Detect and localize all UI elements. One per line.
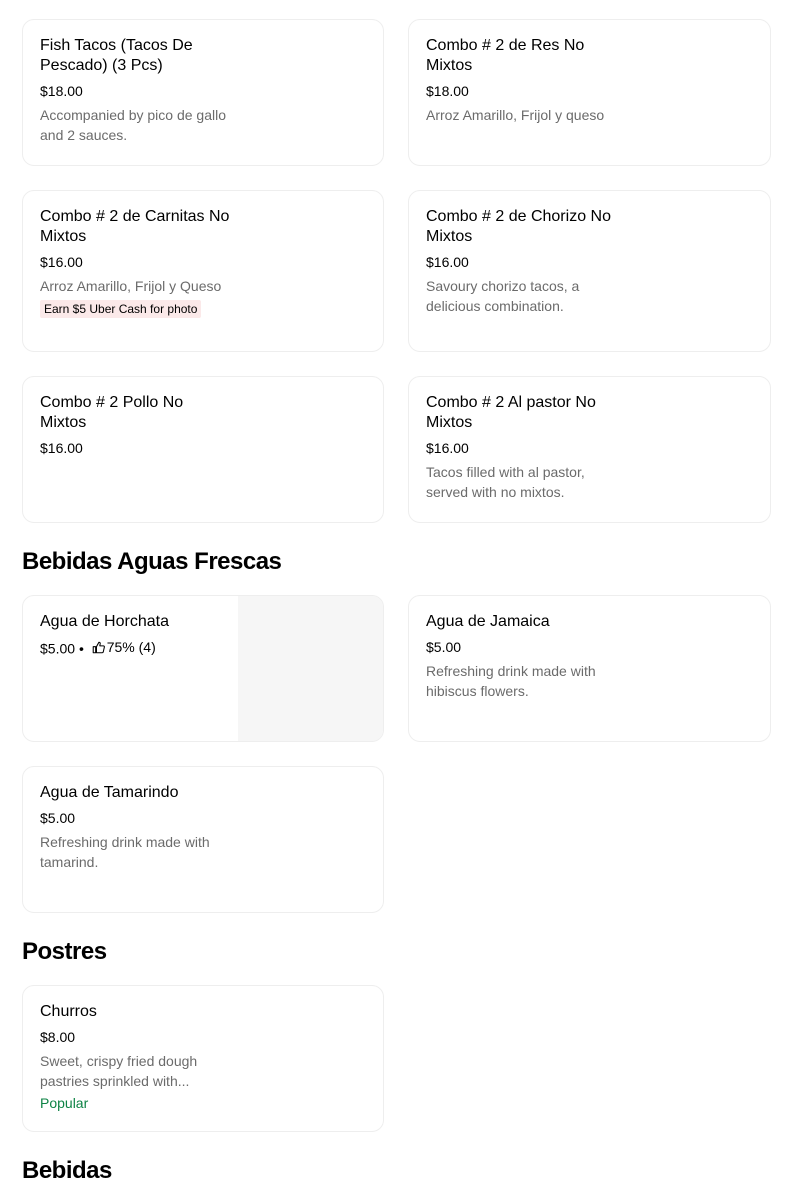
rating-value: 75% (4)	[106, 639, 156, 655]
item-details	[426, 612, 616, 701]
menu-item-combo-carnitas[interactable]	[22, 190, 384, 352]
item-price: $16.00	[426, 254, 469, 270]
popular-tag: Popular	[40, 1095, 89, 1111]
item-description: Sweet, crispy fried dough pastries sprinkled with...	[40, 1053, 198, 1089]
menu-item-fish-tacos[interactable]	[22, 19, 384, 166]
item-description: Tacos filled with al pastor, served with no mixtos.	[426, 464, 585, 500]
item-price: $8.00	[40, 1029, 76, 1045]
item-price: $16.00	[40, 254, 83, 270]
item-details	[40, 207, 230, 318]
item-rating	[88, 637, 156, 657]
item-name: Combo # 2 Al pastor No Mixtos	[426, 394, 596, 431]
menu-item-combo-chorizo[interactable]	[408, 190, 771, 352]
uber-cash-badge: Earn $5 Uber Cash for photo	[40, 300, 201, 318]
item-details	[40, 393, 230, 458]
item-description: Arroz Amarillo, Frijol y Queso	[40, 278, 222, 294]
item-description: Arroz Amarillo, Frijol y queso	[426, 107, 605, 123]
item-price: $16.00	[40, 440, 83, 456]
separator: •	[78, 640, 84, 657]
item-details	[40, 783, 230, 872]
menu-item-combo-res[interactable]	[408, 19, 771, 166]
menu-item-horchata[interactable]	[22, 595, 384, 742]
menu-item-combo-pollo[interactable]	[22, 376, 384, 523]
thumbs-up-icon	[92, 641, 105, 654]
item-price: $5.00	[40, 640, 76, 657]
item-details	[426, 207, 616, 316]
item-name: Combo # 2 de Carnitas No Mixtos	[40, 208, 230, 245]
item-name: Agua de Horchata	[40, 613, 169, 630]
item-price: $18.00	[40, 83, 83, 99]
section-title-bebidas: Bebidas	[22, 1157, 112, 1184]
menu-item-combo-pastor[interactable]	[408, 376, 771, 523]
item-details	[40, 1002, 230, 1113]
item-description: Refreshing drink made with tamarind.	[40, 834, 210, 870]
item-price: $16.00	[426, 440, 469, 456]
section-title-bebidas-aguas-frescas: Bebidas Aguas Frescas	[22, 548, 282, 575]
item-name: Combo # 2 de Chorizo No Mixtos	[426, 208, 611, 245]
item-details	[40, 612, 230, 659]
item-price: $18.00	[426, 83, 469, 99]
menu-item-churros[interactable]	[22, 985, 384, 1132]
item-image	[238, 596, 383, 741]
item-name: Combo # 2 Pollo No Mixtos	[40, 394, 184, 431]
menu-item-tamarindo[interactable]	[22, 766, 384, 913]
item-details	[40, 36, 230, 145]
item-price: $5.00	[426, 639, 462, 655]
menu-item-jamaica[interactable]	[408, 595, 771, 742]
item-name: Combo # 2 de Res No Mixtos	[426, 37, 585, 74]
section-title-postres: Postres	[22, 938, 107, 965]
item-price-rating	[40, 637, 230, 659]
item-description: Refreshing drink made with hibiscus flowers.	[426, 663, 596, 699]
item-name: Fish Tacos (Tacos De Pescado) (3 Pcs)	[40, 37, 193, 74]
item-details	[426, 36, 616, 125]
item-description: Savoury chorizo tacos, a delicious combination.	[426, 278, 580, 314]
item-name: Agua de Tamarindo	[40, 784, 179, 801]
item-name: Churros	[40, 1003, 97, 1020]
item-details	[426, 393, 616, 502]
item-price: $5.00	[40, 810, 76, 826]
item-description: Accompanied by pico de gallo and 2 sauces.	[40, 107, 227, 143]
item-name: Agua de Jamaica	[426, 613, 550, 630]
